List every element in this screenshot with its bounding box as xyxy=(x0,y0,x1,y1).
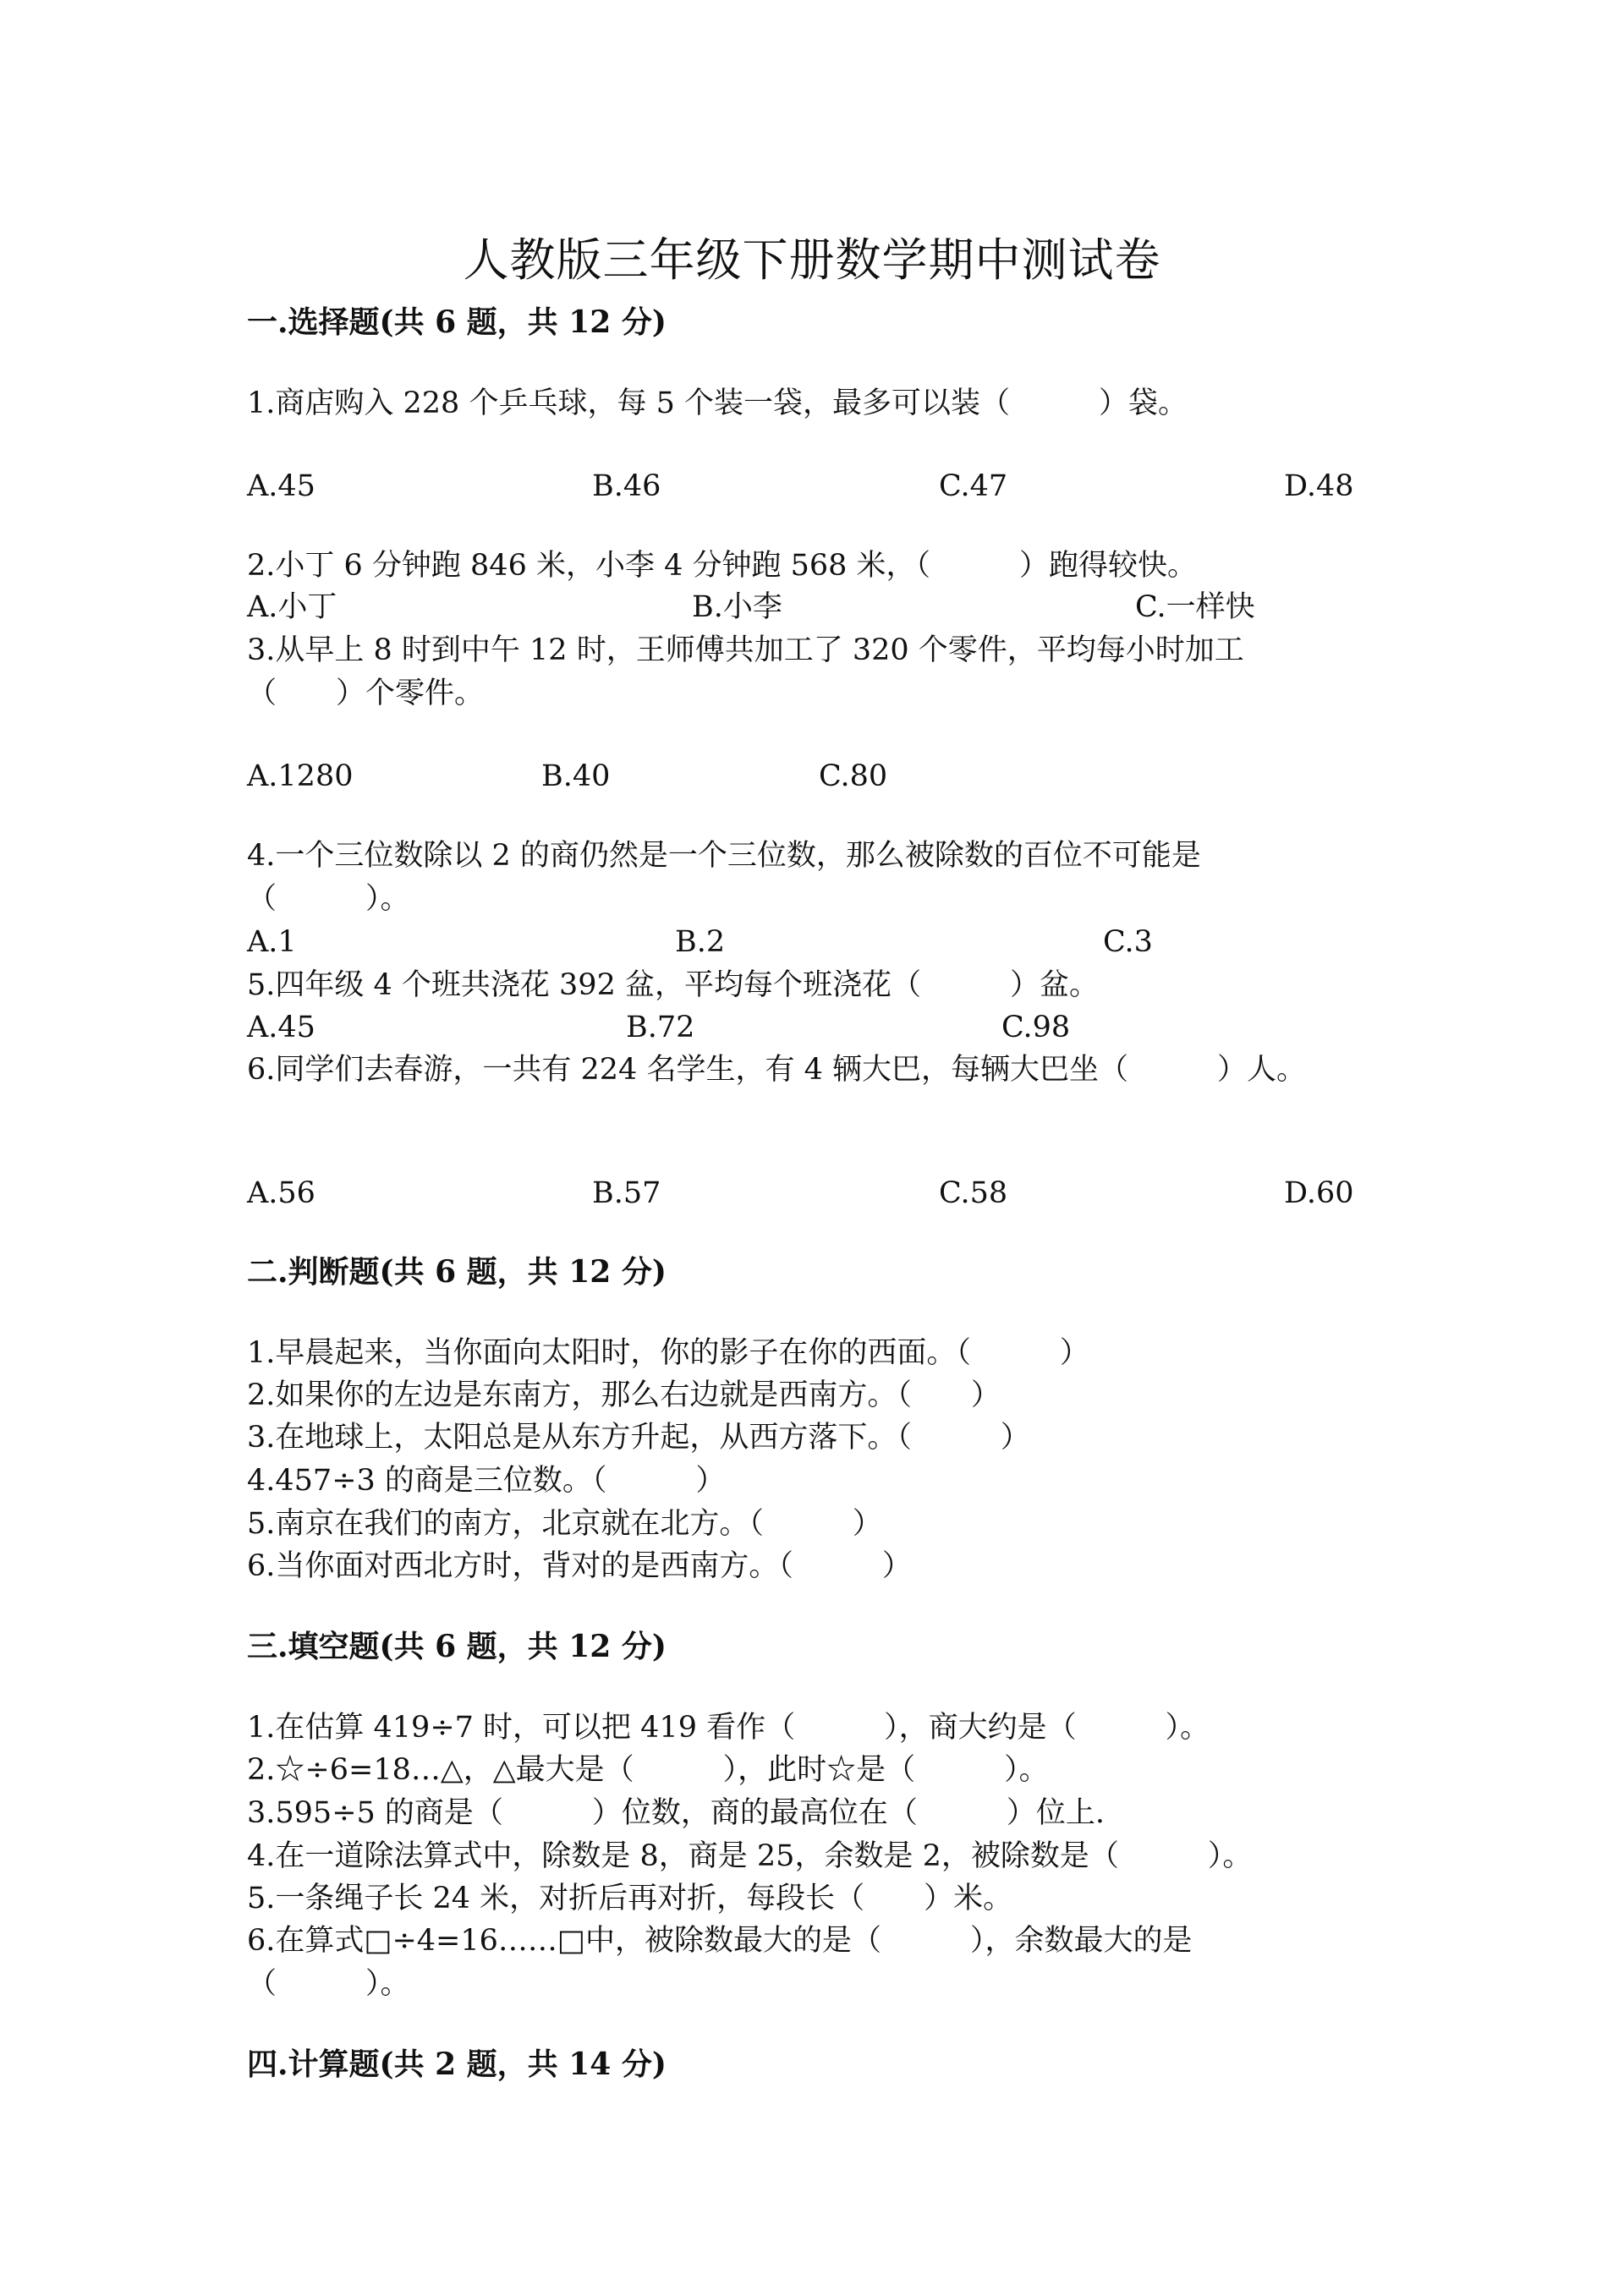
option-c: C.47 xyxy=(939,469,1008,503)
option-c: C.80 xyxy=(819,759,888,793)
option-b: B.72 xyxy=(626,1011,695,1044)
option-b: B.57 xyxy=(592,1176,661,1210)
question-text: 3.从早上 8 时到中午 12 时，王师傅共加工了 320 个零件，平均每小时加工 xyxy=(247,633,1244,667)
question-text: 6.同学们去春游，一共有 224 名学生，有 4 辆大巴，每辆大巴坐（ ）人。 xyxy=(247,1053,1306,1087)
question-text-continued: （ ）个零件。 xyxy=(247,677,485,710)
section-heading-judgement: 二.判断题(共 6 题，共 12 分) xyxy=(247,1254,667,1290)
option-a: A.45 xyxy=(247,469,315,503)
judgement-item: 1.早晨起来，当你面向太阳时，你的影子在你的西面。（ ） xyxy=(247,1336,1089,1370)
option-b: B.小李 xyxy=(692,590,782,624)
option-a: A.45 xyxy=(247,1011,315,1044)
option-a: A.1 xyxy=(247,925,297,959)
question-text: 1.商店购入 228 个乒乓球，每 5 个装一袋，最多可以装（ ）袋。 xyxy=(247,386,1188,420)
question-text-continued: （ ）。 xyxy=(247,882,410,916)
option-a: A.1280 xyxy=(247,759,354,793)
fill-blank-item: 4.在一道除法算式中，除数是 8，商是 25，余数是 2，被除数是（ ）。 xyxy=(247,1839,1253,1873)
section-heading-calculation: 四.计算题(共 2 题，共 14 分) xyxy=(247,2047,667,2082)
judgement-item: 6.当你面对西北方时，背对的是西南方。（ ） xyxy=(247,1549,912,1583)
option-d: D.60 xyxy=(1284,1176,1354,1210)
judgement-item: 3.在地球上，太阳总是从东方升起，从西方落下。（ ） xyxy=(247,1421,1030,1455)
fill-blank-item: 2.☆÷6=18…△，△最大是（ ），此时☆是（ ）。 xyxy=(247,1753,1049,1787)
question-text: 4.一个三位数除以 2 的商仍然是一个三位数，那么被除数的百位不可能是 xyxy=(247,839,1201,873)
section-heading-choice: 一.选择题(共 6 题，共 12 分) xyxy=(247,304,667,340)
judgement-item: 5.南京在我们的南方，北京就在北方。（ ） xyxy=(247,1507,882,1541)
option-c: C.98 xyxy=(1001,1011,1071,1044)
fill-blank-item-continued: （ ）。 xyxy=(247,1967,410,2001)
option-a: A.小丁 xyxy=(247,590,337,624)
option-b: B.46 xyxy=(592,469,661,503)
judgement-item: 2.如果你的左边是东南方，那么右边就是西南方。（ ） xyxy=(247,1378,1001,1412)
judgement-item: 4.457÷3 的商是三位数。（ ） xyxy=(247,1464,726,1498)
option-c: C.一样快 xyxy=(1135,590,1255,624)
page-title: 人教版三年级下册数学期中测试卷 xyxy=(463,233,1161,288)
option-a: A.56 xyxy=(247,1176,315,1210)
option-b: B.40 xyxy=(541,759,611,793)
question-text: 5.四年级 4 个班共浇花 392 盆，平均每个班浇花（ ）盆。 xyxy=(247,968,1099,1002)
option-c: C.3 xyxy=(1103,925,1153,959)
section-heading-fill-blank: 三.填空题(共 6 题，共 12 分) xyxy=(247,1629,667,1664)
option-b: B.2 xyxy=(675,925,726,959)
fill-blank-item: 1.在估算 419÷7 时，可以把 419 看作（ ），商大约是（ ）。 xyxy=(247,1711,1210,1745)
fill-blank-item: 3.595÷5 的商是（ ）位数，商的最高位在（ ）位上. xyxy=(247,1796,1106,1830)
question-text: 2.小丁 6 分钟跑 846 米，小李 4 分钟跑 568 米，（ ）跑得较快。 xyxy=(247,549,1198,583)
fill-blank-item: 5.一条绳子长 24 米，对折后再对折，每段长（ ）米。 xyxy=(247,1882,1013,1915)
option-c: C.58 xyxy=(939,1176,1008,1210)
option-d: D.48 xyxy=(1284,469,1354,503)
fill-blank-item: 6.在算式□÷4=16……□中，被除数最大的是（ ），余数最大的是 xyxy=(247,1924,1193,1958)
